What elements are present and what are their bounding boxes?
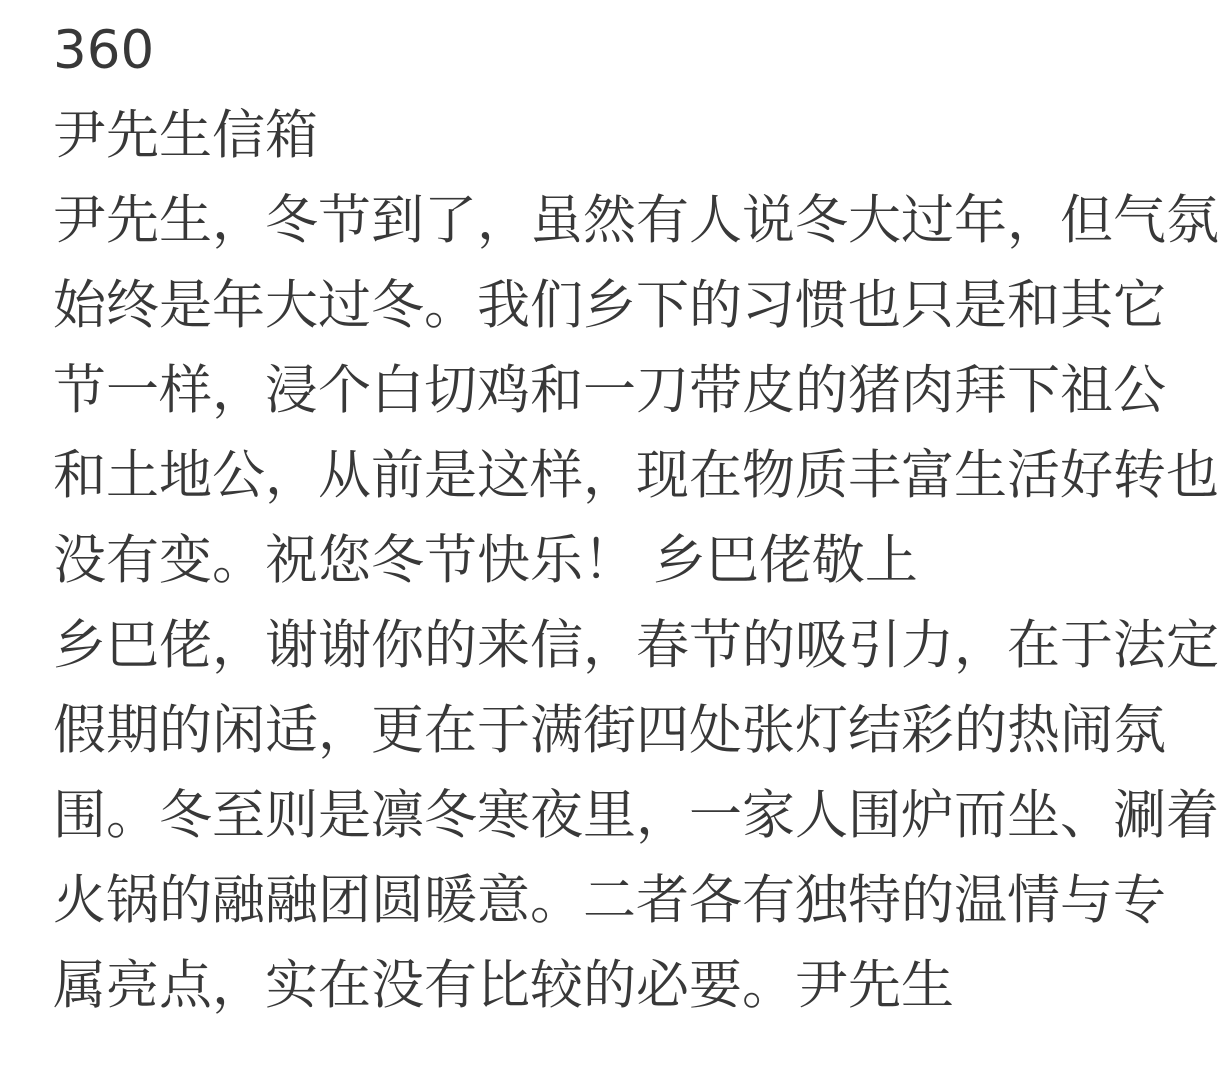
reply-body-line: 假期的闲适，更在于满街四处张灯结彩的热闹氛 [53,700,1166,761]
issue-number: 360 [53,20,155,81]
reply-body-line: 围。冬至则是凛冬寒夜里，一家人围炉而坐、涮着 [53,785,1219,846]
letter-body-line: 和土地公，从前是这样，现在物质丰富生活好转也 [53,445,1219,506]
letter-body-line: 节一样，浸个白切鸡和一刀带皮的猪肉拜下祖公 [53,360,1166,421]
letter-body-line: 尹先生，冬节到了，虽然有人说冬大过年，但气氛 [53,190,1219,251]
column-title: 尹先生信箱 [53,105,318,166]
reply-body-line: 火锅的融融团圆暖意。二者各有独特的温情与专 [53,870,1166,931]
reply-body-line: 乡巴佬，谢谢你的来信，春节的吸引力，在于法定 [53,615,1219,676]
letter-body-line: 没有变。祝您冬节快乐！ 乡巴佬敬上 [53,530,918,591]
letter-body-line: 始终是年大过冬。我们乡下的习惯也只是和其它 [53,275,1166,336]
reply-body-line: 属亮点，实在没有比较的必要。尹先生 [53,955,954,1016]
